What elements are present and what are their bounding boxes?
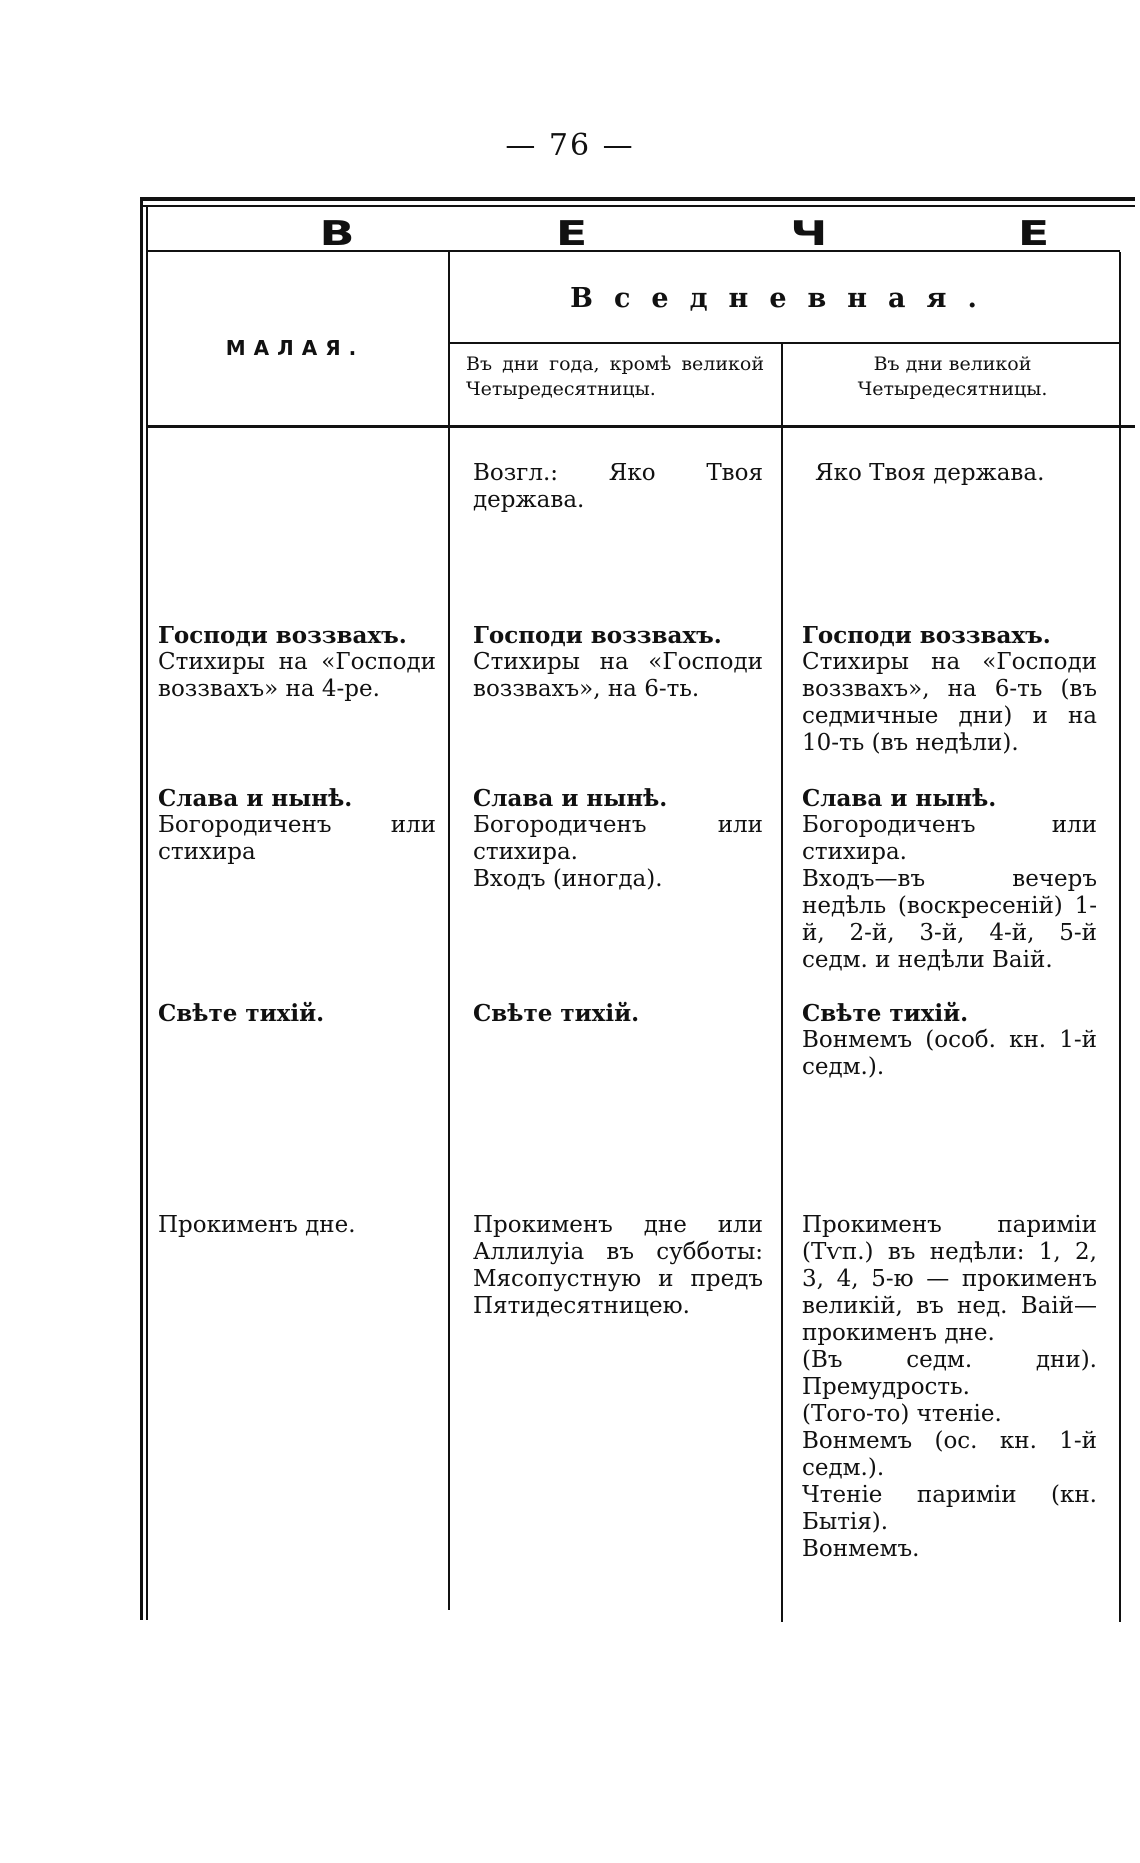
r3-c1-heading: Слава и нынѣ. <box>158 785 353 812</box>
title-letter-4: Е <box>1017 214 1050 254</box>
column-divider-1 <box>448 252 450 1610</box>
subheader-year-days: Въ дни года, кромѣ великой Четыредесятницы. <box>466 353 764 400</box>
title-letter-2: Е <box>555 214 588 254</box>
left-border-inner <box>146 205 148 1620</box>
header-vsednevnaya: Вседневная. <box>570 283 998 314</box>
r2-c2-heading: Господи воззвахъ. <box>473 622 722 649</box>
r2-c1 <box>158 622 436 703</box>
r4-c3-text: Вонмемъ (особ. кн. 1-й седм.). <box>802 1027 1097 1080</box>
r3-c3 <box>802 785 1097 974</box>
r3-c2-text2: Входъ (иногда). <box>473 866 663 892</box>
title-underline <box>148 250 1120 252</box>
r3-c3-heading: Слава и нынѣ. <box>802 785 997 812</box>
r5-c3-line-3: (Того-то) чтеніе. <box>802 1401 1002 1427</box>
r5-c3 <box>802 1212 1097 1563</box>
r2-c2 <box>473 622 763 703</box>
column-divider-2 <box>781 342 783 1622</box>
r2-c1-text: Стихиры на «Господи воззвахъ» на 4-ре. <box>158 649 436 702</box>
r1-c3: Яко Твоя держава. <box>815 460 1045 486</box>
r3-c2 <box>473 785 763 893</box>
r4-c3-heading: Свѣте тихій. <box>802 1000 969 1027</box>
r5-c3-line-2: (Въ седм. дни). Премудрость. <box>802 1347 1097 1400</box>
page-number: — 76 — <box>505 128 635 163</box>
r3-c2-text: Богородиченъ или стихира. <box>473 812 763 865</box>
top-rule-thin <box>140 205 1135 207</box>
top-rule-thick <box>140 197 1135 201</box>
r2-c3-text: Стихиры на «Господи воззвахъ», на 6-ть (въ седмичные дни) и на 10-ть (въ недѣли). <box>802 649 1097 756</box>
r5-c2 <box>473 1212 763 1320</box>
header-bottom-rule <box>148 425 1135 428</box>
r2-c1-heading: Господи воззвахъ. <box>158 622 407 649</box>
r5-c2-text: Прокименъ дне или Аллилуіа въ субботы: Мясопустную и предъ Пятидесятницею. <box>473 1212 763 1319</box>
subheader-lent-days: Въ дни великой Четыредесятницы. <box>857 353 1048 400</box>
r3-c2-heading: Слава и нынѣ. <box>473 785 668 812</box>
r5-c1-text: Прокименъ дне. <box>158 1212 356 1238</box>
r2-c3 <box>802 622 1097 757</box>
vsednevnaya-underline <box>449 342 1120 344</box>
r4-c2 <box>473 1000 763 1027</box>
r4-c1-heading: Свѣте тихій. <box>158 1000 325 1027</box>
r4-c1 <box>158 1000 436 1027</box>
r3-c1 <box>158 785 436 866</box>
r3-c3-text2: Входъ—въ вечеръ недѣль (воскресеній) 1-й, 2-й, 3-й, 4-й, 5-й седм. и недѣли Ваій. <box>802 866 1097 973</box>
right-border <box>1119 252 1121 1622</box>
r1-c2: Возгл.: Яко Твоя держава. <box>473 460 763 513</box>
header-malaya: МАЛАЯ. <box>225 336 365 360</box>
r3-c1-text: Богородиченъ или стихира <box>158 812 436 865</box>
title-letter-3: Ч <box>790 214 828 254</box>
r2-c3-heading: Господи воззвахъ. <box>802 622 1051 649</box>
r4-c3 <box>802 1000 1097 1081</box>
r5-c3-line-4: Вонмемъ (ос. кн. 1-й седм.). <box>802 1428 1097 1481</box>
r4-c2-heading: Свѣте тихій. <box>473 1000 640 1027</box>
r5-c1 <box>158 1212 436 1239</box>
r5-c3-line-6: Вонмемъ. <box>802 1536 920 1562</box>
left-border-outer <box>140 197 143 1620</box>
title-letter-1: В <box>319 214 355 254</box>
r2-c2-text: Стихиры на «Господи воззвахъ», на 6-ть. <box>473 649 763 702</box>
r5-c3-line-1: Прокименъ париміи (Тѵп.) въ недѣли: 1, 2, 3, 4, 5-ю — прокименъ великій, въ нед. Ваій— прокименъ дне. <box>802 1212 1097 1346</box>
r5-c3-line-5: Чтеніе париміи (кн. Бытія). <box>802 1482 1097 1535</box>
r3-c3-text: Богородиченъ или стихира. <box>802 812 1097 865</box>
